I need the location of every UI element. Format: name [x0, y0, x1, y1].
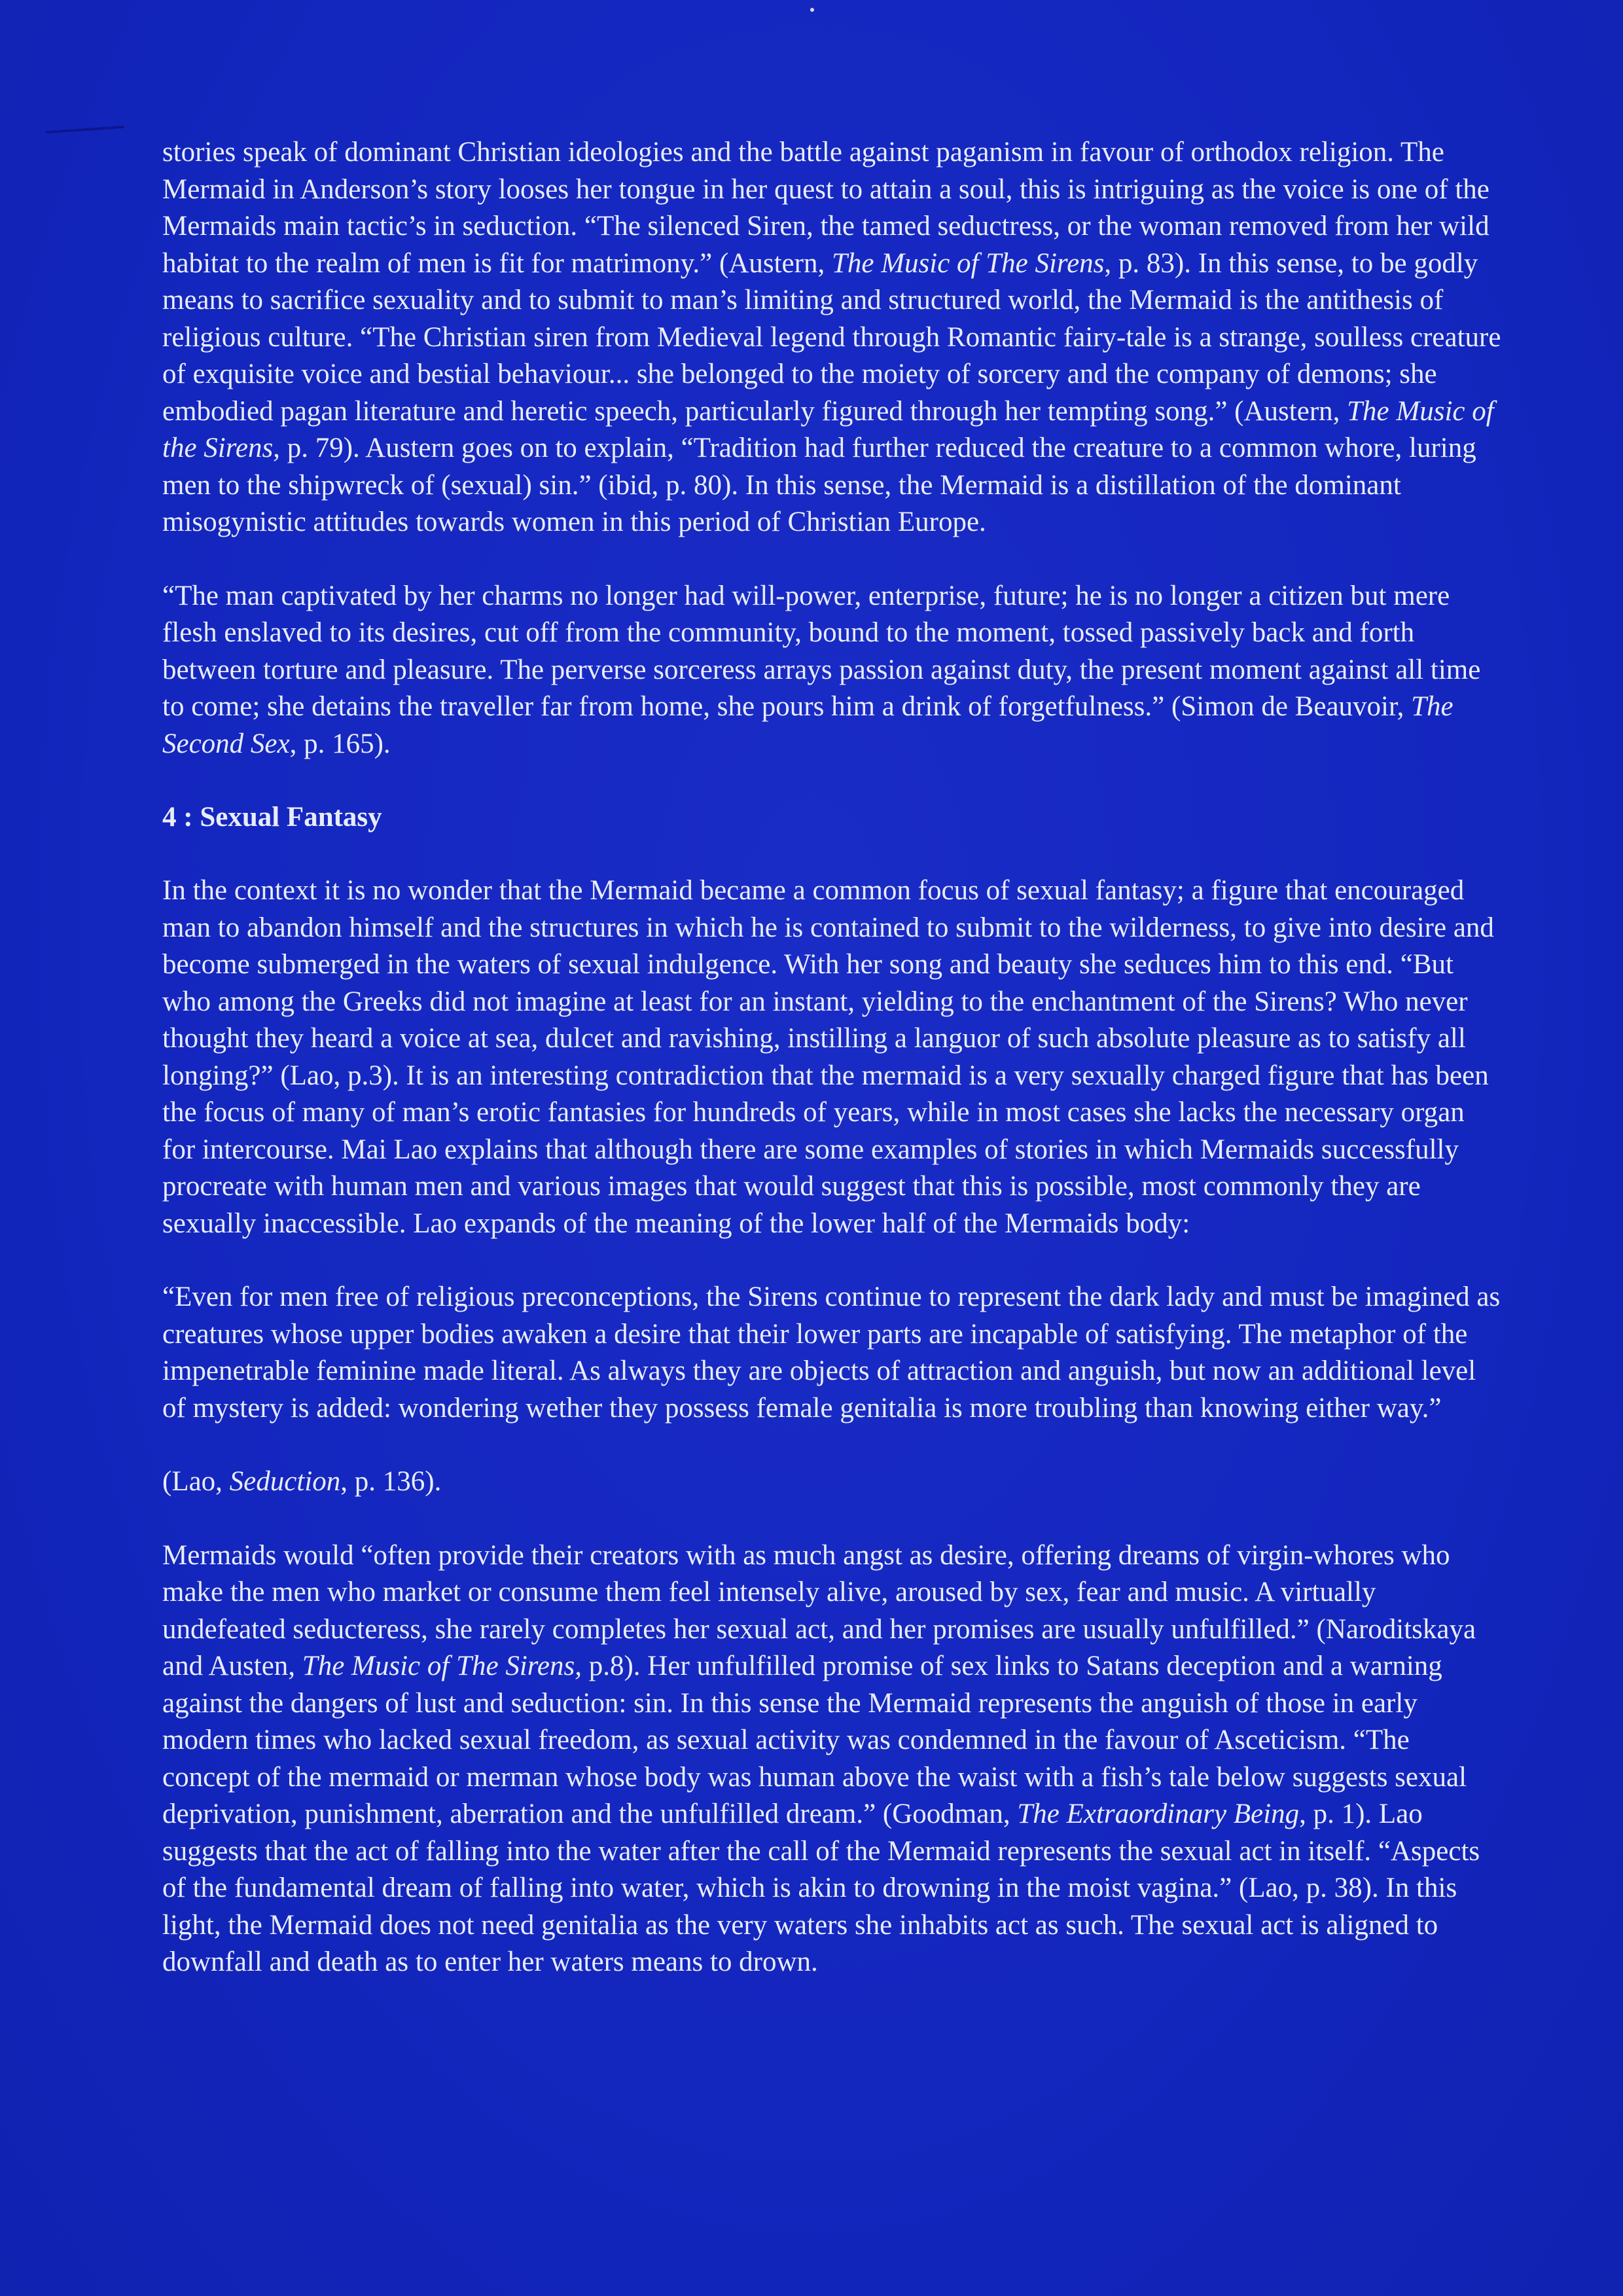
paragraph-sexual-fantasy: In the context it is no wonder that the Mermaid became a common focus of sexual fantasy; a figure that encouraged man to abandon himself and the structures in which he is contained to submit to the wilderness, to give into desire and become submerged in the waters of sexual indulgence. With her song and beauty she seduces him to this end. “But who among the Greeks did not imagine at least for an instant, yielding to the enchantment of the Sirens? Who never thought they heard a voice at sea, dulcet and ravishing, instilling a languor of such absolute pleasure as to satisfy all longing?” (Lao, p.3). It is an interesting contradiction that the mermaid is a very sexually charged figure that has been the focus of many of man’s erotic fantasies for hundreds of years, while in most cases she lacks the necessary organ for intercourse. Mai Lao explains that although there are some examples of stories in which Mermaids successfully procreate with human men and various images that would suggest that this is possible, most commonly they are sexually inaccessible. Lao expands of the meaning of the lower half of the Mermaids body: — [162, 875, 1494, 1239]
citation-lao — [162, 1463, 1504, 1501]
quote-lao: “Even for men free of religious preconceptions, the Sirens continue to represent the dark lady and must be imagined as creatures whose upper bodies awaken a desire that their lower parts are incapable of satisfying. The metaphor of the impenetrable feminine made literal. As always they are objects of attraction and anguish, but now an additional level of mystery is added: wondering wether they possess female genitalia is more troubling than knowing either way.” — [162, 1282, 1501, 1424]
book-title: The Music of The Sirens — [831, 247, 1105, 279]
citation-text: , p. 165). — [289, 728, 391, 759]
body-text: Mermaids would “often provide their creators with as much angst as desire, offering dreams of virgin-whores who make the men who market or consume them feel intensely alive, aroused by sex, fear and music. A virtually undefeated seducteress, she rarely completes her sexual act, and her promises are usually unfulfilled.” (Naroditskaya and Austen, — [162, 1539, 1476, 1681]
citation-text: (Lao, — [162, 1466, 230, 1497]
body-text: , p. 1). Lao suggests that the act of falling into the water after the call of the Mermaid represents the sexual act in itself. “Aspects of the fundamental dream of falling into water, which is akin to drowning in the moist vagina.” (Lao, p. 38). In this light, the Mermaid does not need genitalia as the very waters she inhabits act as such. The sexual act is aligned to downfall and death as to enter her waters means to drown. — [162, 1799, 1480, 1977]
quote-text: “The man captivated by her charms no longer had will-power, enterprise, future; he is no longer a citizen but mere flesh enslaved to its desires, cut off from the community, bound to the moment, tossed passively back and forth between torture and pleasure. The perverse sorceress arrays passion against duty, the present moment against all time to come; she detains the traveller far from home, she pours him a drink of forgetfulness.” (Simon de Beauvoir, — [162, 580, 1481, 722]
body-text: , p. 83). In this sense, to be godly means to sacrifice sexuality and to submit to man’s limiting and structured world, the Mermaid is the antithesis of religious culture. “The Christian siren from Medieval legend through Romantic fairy-tale is a strange, soulless creature of exquisite voice and bestial behaviour... she belonged to the moiety of sorcery and the company of demons; she embodied pagan literature and heretic speech, particularly figured through her tempting song.” (Austern, — [162, 247, 1501, 427]
body-text: p.8). Her unfulfilled promise of sex links to Satans deception and a warning against the dangers of lust and seduction: sin. In this sense the Mermaid represents the anguish of those in early modern times who lacked sexual freedom, as sexual activity was condemned in the favour of Asceticism. “The concept of the mermaid or merman whose body was human above the waist with a fish’s tale below suggests sexual deprivation, punishment, aberration and the unfulfilled dream.” (Goodman, — [162, 1651, 1467, 1829]
text-column — [162, 134, 1504, 1981]
paper-speck — [810, 8, 814, 12]
paragraph-final — [162, 1537, 1504, 1981]
book-title: The Music of the Sirens, — [162, 395, 1494, 463]
quote-beauvoir — [162, 578, 1504, 763]
paragraph-christian-ideology — [162, 134, 1504, 541]
section-heading: 4 : Sexual Fantasy — [162, 802, 382, 833]
body-text: stories speak of dominant Christian ideologies and the battle against paganism in favour of orthodox religion. The Mermaid in Anderson’s story looses her tongue in her quest to attain a soul, this is intriguing as the voice is one of the Mermaids main tactic’s in seduction. “The silenced Siren, the tamed seductress, or the woman removed from her wild habitat to the realm of men is fit for matrimony.” (Austern, — [162, 137, 1489, 279]
book-title: The Second Sex — [162, 691, 1454, 759]
book-title: The Extraordinary Being — [1017, 1799, 1300, 1829]
body-text: p. 79). Austern goes on to explain, “Tradition had further reduced the creature to a common whore, luring men to the shipwreck of (sexual) sin.” (ibid, p. 80). In this sense, the Mermaid is a distillation of the dominant misogynistic attitudes towards women in this period of Christian Europe. — [162, 433, 1476, 537]
book-title: The Music of The Sirens, — [302, 1651, 582, 1681]
book-title: Seduction — [229, 1466, 341, 1497]
citation-text: , p. 136). — [340, 1466, 442, 1497]
pen-mark — [46, 126, 124, 134]
